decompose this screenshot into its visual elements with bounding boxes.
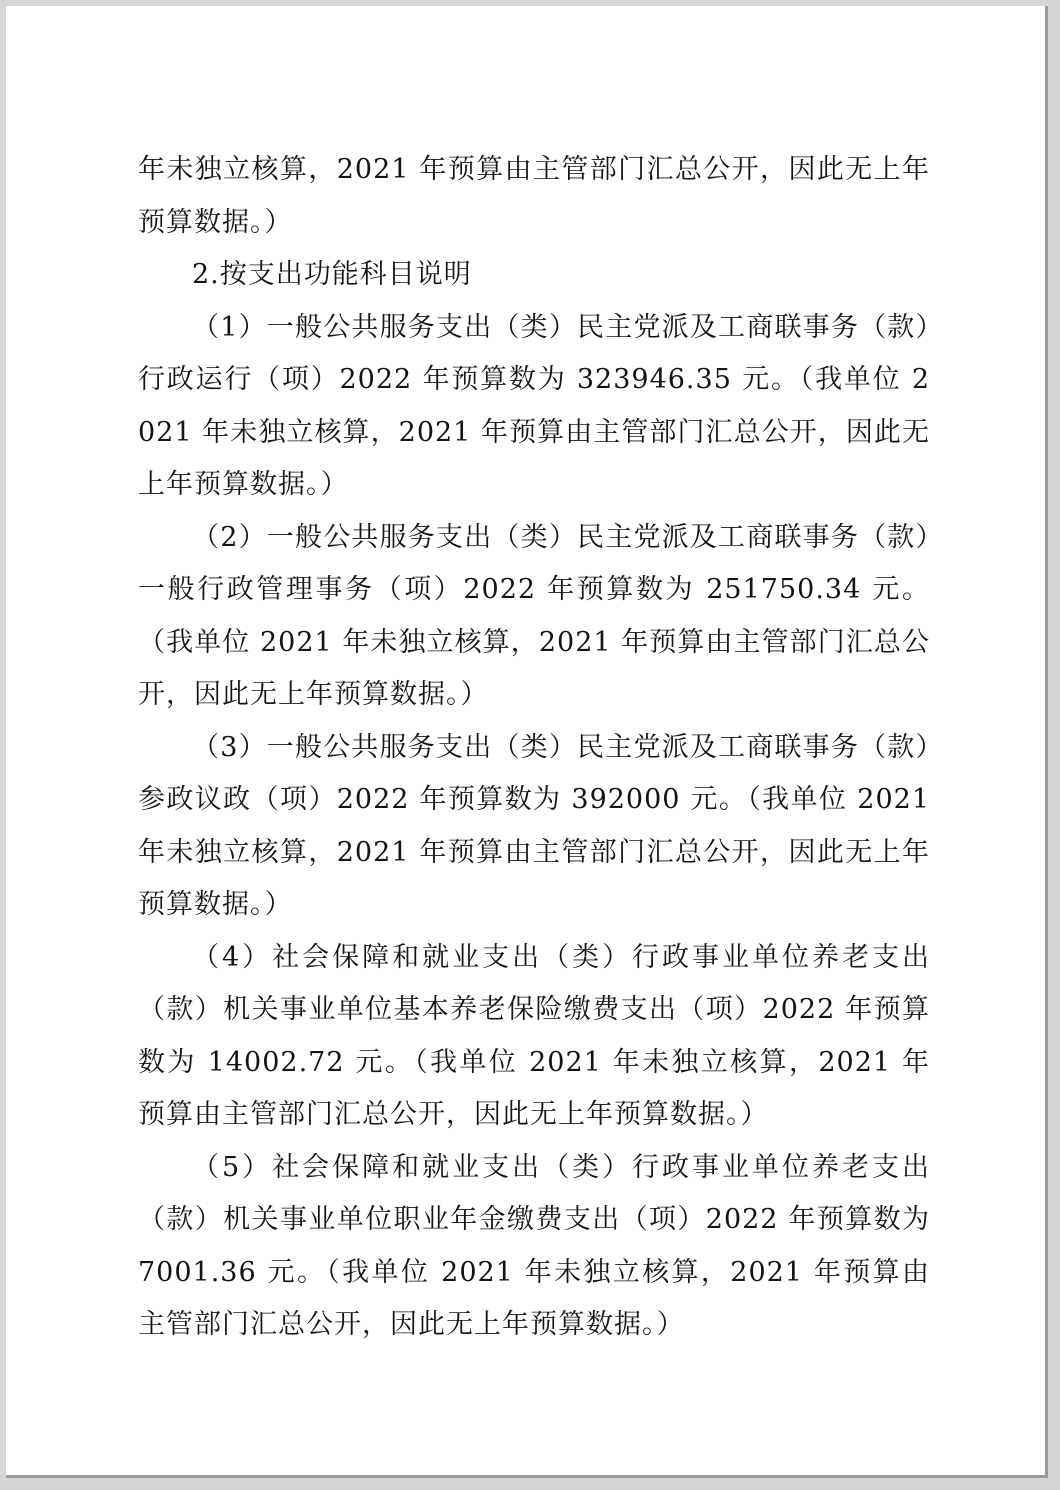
paragraph-item-4: （4）社会保障和就业支出（类）行政事业单位养老支出（款）机关事业单位基本养老保险缴费支出（项）2022 年预算数为 14002.72 元。（我单位 2021 年未独立核算，2021 年预算由主管部门汇总公开，因此无上年预算数据。）	[138, 941, 930, 1130]
section-heading-functional-subjects: 2.按支出功能科目说明	[192, 259, 472, 290]
paragraph-continuation: 年未独立核算，2021 年预算由主管部门汇总公开，因此无上年预算数据。）	[138, 154, 930, 238]
paragraph-item-2: （2）一般公共服务支出（类）民主党派及工商联事务（款）一般行政管理事务（项）2022 年预算数为 251750.34 元。（我单位 2021 年未独立核算，2021 年预算由主管部门汇总公开，因此无上年预算数据。）	[138, 521, 930, 710]
paragraph-item-5: （5）社会保障和就业支出（类）行政事业单位养老支出（款）机关事业单位职业年金缴费支出（项）2022 年预算数为 7001.36 元。（我单位 2021 年未独立核算，2021 年预算由主管部门汇总公开，因此无上年预算数据。）	[138, 1151, 930, 1340]
paragraph-item-1: （1）一般公共服务支出（类）民主党派及工商联事务（款）行政运行（项）2022 年预算数为 323946.35 元。（我单位 2021 年未独立核算，2021 年预算由主管部门汇总公开，因此无上年预算数据。）	[138, 311, 930, 500]
document-page	[6, 6, 1048, 1478]
document-body	[138, 144, 930, 1352]
paragraph-item-3: （3）一般公共服务支出（类）民主党派及工商联事务（款）参政议政（项）2022 年预算数为 392000 元。（我单位 2021 年未独立核算，2021 年预算由主管部门汇总公开，因此无上年预算数据。）	[138, 731, 930, 920]
